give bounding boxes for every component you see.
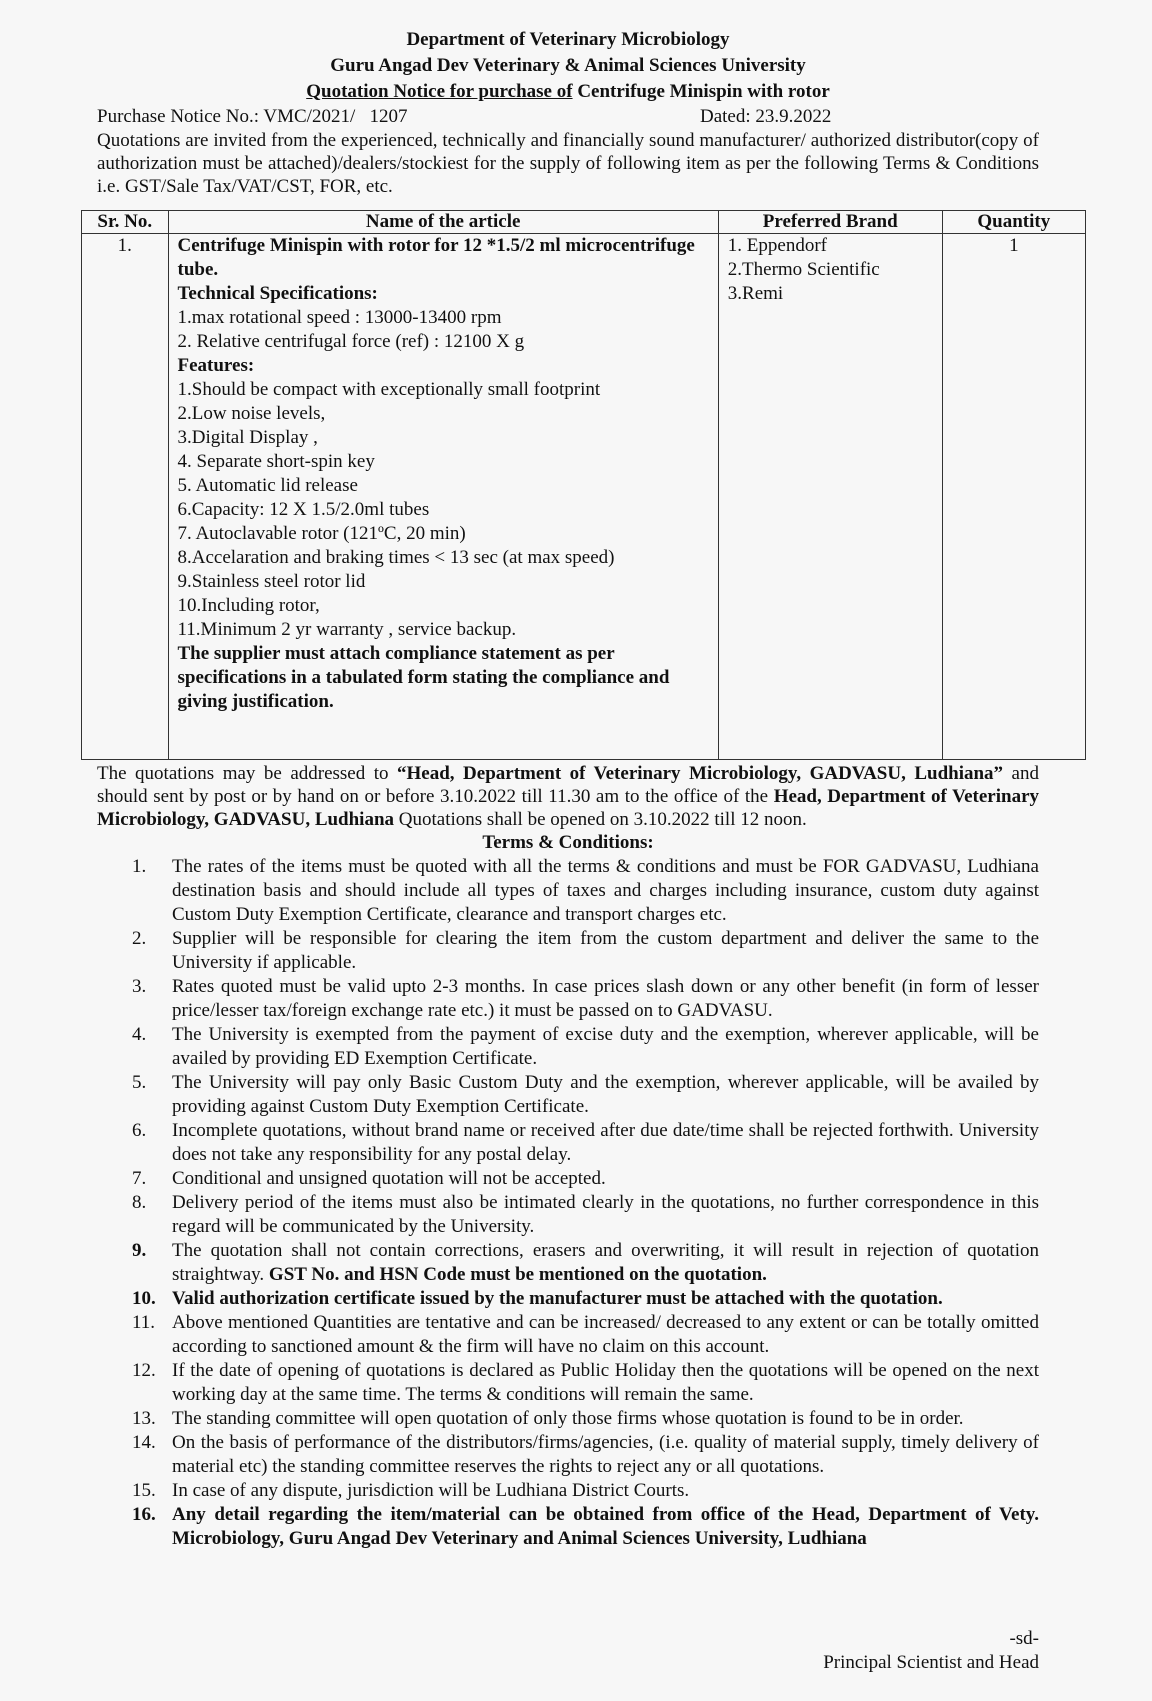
feature-item: 9.Stainless steel rotor lid bbox=[177, 571, 366, 592]
term-text-bold: GST No. and HSN Code must be mentioned on the quotation. bbox=[268, 1264, 767, 1285]
term-text-main: On the basis of performance of the distributors/firms/agencies, (i.e. quality of material supply, timely delivery of material etc) the standing committee reserves the rights to reject any or all quotations. bbox=[172, 1432, 1039, 1477]
term-number: 16. bbox=[132, 1504, 156, 1525]
table-row bbox=[82, 234, 1086, 760]
term-text bbox=[172, 1407, 1039, 1431]
term-item bbox=[97, 1479, 1039, 1503]
address-text: The quotations may be addressed to bbox=[97, 763, 398, 784]
article-title: Centrifuge Minispin with rotor for 12 *1.5/2 ml microcentrifuge tube. bbox=[177, 235, 695, 280]
term-number: 15. bbox=[132, 1480, 156, 1501]
term-number: 1. bbox=[132, 856, 147, 877]
cell-article bbox=[168, 234, 718, 760]
term-text-main: The quotation shall not contain corrections, erasers and overwriting, it will result in rejection of quotation straightway. bbox=[172, 1240, 1039, 1285]
term-text-main: Conditional and unsigned quotation will not be accepted. bbox=[172, 1168, 606, 1189]
features-heading: Features: bbox=[177, 355, 255, 376]
brand-item: 3.Remi bbox=[727, 283, 784, 304]
feature-item: 11.Minimum 2 yr warranty , service backup. bbox=[177, 619, 517, 640]
term-text bbox=[172, 1071, 1039, 1119]
header-quantity: Quantity bbox=[942, 211, 1085, 234]
department-heading: Department of Veterinary Microbiology bbox=[406, 29, 730, 50]
brand-item: 1. Eppendorf bbox=[727, 235, 827, 256]
purchase-notice-number: Purchase Notice No.: VMC/2021/ 1207 bbox=[97, 106, 408, 127]
term-text bbox=[172, 1431, 1039, 1479]
header-article: Name of the article bbox=[168, 211, 718, 234]
term-text bbox=[172, 1359, 1039, 1407]
term-text-main: Valid authorization certificate issued by the manufacturer must be attached with the quotation. bbox=[172, 1288, 943, 1309]
term-item bbox=[97, 1191, 1039, 1239]
item-table bbox=[81, 210, 1086, 760]
term-text bbox=[172, 1311, 1039, 1359]
quotation-notice-page bbox=[97, 0, 1051, 1673]
address-text: Quotations shall be opened on 3.10.2022 till 12 noon. bbox=[394, 809, 807, 830]
term-text bbox=[172, 1167, 1039, 1191]
address-paragraph bbox=[97, 762, 1039, 831]
term-text-main: The standing committee will open quotation of only those firms whose quotation is found to be in order. bbox=[172, 1408, 964, 1429]
term-number: 11. bbox=[132, 1312, 156, 1333]
tech-spec-2: 2. Relative centrifugal force (ref) : 12100 X g bbox=[177, 331, 525, 352]
term-number: 13. bbox=[132, 1408, 156, 1429]
term-number: 9. bbox=[132, 1240, 147, 1261]
compliance-statement: The supplier must attach compliance statement as per specifications in a tabulated form stating the compliance and giving justification. bbox=[177, 643, 670, 712]
term-number: 5. bbox=[132, 1072, 147, 1093]
term-text bbox=[172, 855, 1039, 927]
notice-number-row bbox=[97, 105, 1039, 129]
table-header-row bbox=[82, 211, 1086, 234]
cell-preferred-brand bbox=[718, 234, 942, 760]
cell-quantity: 1 bbox=[942, 234, 1085, 760]
signature-block bbox=[823, 1627, 1039, 1675]
term-text bbox=[172, 1287, 1039, 1311]
term-text bbox=[172, 1023, 1039, 1071]
term-item bbox=[97, 1119, 1039, 1167]
term-text-main: Above mentioned Quantities are tentative and can be increased/ decreased to any extent or can be totally omitted according to sanctioned amount & the firm will have no claim on this account. bbox=[172, 1312, 1039, 1357]
term-text-main: Incomplete quotations, without brand name or received after due date/time shall be rejected forthwith. University does not take any responsibility for any postal delay. bbox=[172, 1120, 1039, 1165]
term-item bbox=[97, 1503, 1039, 1551]
term-text-main: Delivery period of the items must also be intimated clearly in the quotations, no further correspondence in this regard will be communicated by the University. bbox=[172, 1192, 1039, 1237]
feature-item: 7. Autoclavable rotor (121ºC, 20 min) bbox=[177, 523, 466, 544]
brand-item: 2.Thermo Scientific bbox=[727, 259, 880, 280]
term-number: 8. bbox=[132, 1192, 147, 1213]
address-text: and should sent by post or by hand on or before 3.10.2022 till 11.30 am to the office of the bbox=[97, 763, 1039, 807]
term-item bbox=[97, 1287, 1039, 1311]
cell-sr-no: 1. bbox=[82, 234, 169, 760]
term-item bbox=[97, 855, 1039, 927]
terms-list bbox=[97, 855, 1039, 1551]
term-number: 2. bbox=[132, 928, 147, 949]
term-text bbox=[172, 975, 1039, 1023]
term-item bbox=[97, 1023, 1039, 1071]
term-item bbox=[97, 1359, 1039, 1407]
terms-section bbox=[97, 762, 1039, 1551]
tech-spec-heading: Technical Specifications: bbox=[177, 283, 378, 304]
term-text-main: If the date of opening of quotations is declared as Public Holiday then the quotations will be opened on the next working day at the same time. The terms & conditions will remain the same. bbox=[172, 1360, 1039, 1405]
term-number: 6. bbox=[132, 1120, 147, 1141]
feature-item: 5. Automatic lid release bbox=[177, 475, 358, 496]
term-text-main: The rates of the items must be quoted with all the terms & conditions and must be FOR GADVASU, Ludhiana destination basis and should include all types of taxes and charges including insurance, custom duty against Custom Duty Exemption Certificate, clearance and transport charges etc. bbox=[172, 856, 1039, 925]
term-text-main: Any detail regarding the item/material can be obtained from office of the Head, Department of Vety. Microbiology, Guru Angad Dev Veterinary and Animal Sciences University, Ludhiana bbox=[172, 1504, 1039, 1549]
university-heading: Guru Angad Dev Veterinary & Animal Sciences University bbox=[330, 55, 806, 76]
address-bold: Head, Department of Veterinary Microbiology, GADVASU, Ludhiana bbox=[97, 786, 1039, 830]
term-item bbox=[97, 975, 1039, 1023]
feature-item: 3.Digital Display , bbox=[177, 427, 318, 448]
term-number: 14. bbox=[132, 1432, 156, 1453]
term-number: 3. bbox=[132, 976, 147, 997]
feature-item: 4. Separate short-spin key bbox=[177, 451, 375, 472]
feature-item: 10.Including rotor, bbox=[177, 595, 320, 616]
feature-item: 2.Low noise levels, bbox=[177, 403, 326, 424]
term-text bbox=[172, 1479, 1039, 1503]
term-item bbox=[97, 1431, 1039, 1479]
intro-paragraph: Quotations are invited from the experienced, technically and financially sound manufacturer/ authorized distributor(copy of authorization must be attached)/dealers/stockiest for the supply of following item as per the following Terms & Conditions i.e. GST/Sale Tax/VAT/CST, FOR, etc. bbox=[97, 130, 1039, 197]
term-item bbox=[97, 927, 1039, 975]
term-text bbox=[172, 927, 1039, 975]
notice-title-underlined: Quotation Notice for purchase of bbox=[306, 81, 573, 102]
term-text-main: Rates quoted must be valid upto 2-3 months. In case prices slash down or any other benefit (in form of lesser price/lesser tax/foreign exchange rate etc.) it must be passed on to GADVASU. bbox=[172, 976, 1039, 1021]
term-item bbox=[97, 1239, 1039, 1287]
term-item bbox=[97, 1071, 1039, 1119]
signature-title: Principal Scientist and Head bbox=[823, 1652, 1039, 1673]
term-text-main: The University will pay only Basic Custom Duty and the exemption, wherever applicable, will be availed by providing against Custom Duty Exemption Certificate. bbox=[172, 1072, 1039, 1117]
term-number: 10. bbox=[132, 1288, 156, 1309]
feature-item: 6.Capacity: 12 X 1.5/2.0ml tubes bbox=[177, 499, 430, 520]
term-text-main: The University is exempted from the payment of excise duty and the exemption, wherever applicable, will be availed by providing ED Exemption Certificate. bbox=[172, 1024, 1039, 1069]
term-text-main: Supplier will be responsible for clearing the item from the custom department and deliver the same to the University if applicable. bbox=[172, 928, 1039, 973]
feature-item: 8.Accelaration and braking times < 13 sec (at max speed) bbox=[177, 547, 615, 568]
term-item bbox=[97, 1311, 1039, 1359]
term-item bbox=[97, 1407, 1039, 1431]
header-brand: Preferred Brand bbox=[718, 211, 942, 234]
term-text-main: In case of any dispute, jurisdiction will be Ludhiana District Courts. bbox=[172, 1480, 690, 1501]
feature-item: 1.Should be compact with exceptionally small footprint bbox=[177, 379, 601, 400]
address-bold: “Head, Department of Veterinary Microbiology, GADVASU, Ludhiana” bbox=[397, 763, 1004, 784]
terms-heading: Terms & Conditions: bbox=[482, 832, 654, 853]
term-text bbox=[172, 1119, 1039, 1167]
tech-spec-1: 1.max rotational speed : 13000-13400 rpm bbox=[177, 307, 502, 328]
header-sr-no: Sr. No. bbox=[82, 211, 169, 234]
term-number: 7. bbox=[132, 1168, 147, 1189]
term-text bbox=[172, 1503, 1039, 1551]
term-text bbox=[172, 1191, 1039, 1239]
term-number: 4. bbox=[132, 1024, 147, 1045]
notice-date: Dated: 23.9.2022 bbox=[700, 106, 832, 127]
term-number: 12. bbox=[132, 1360, 156, 1381]
notice-title bbox=[97, 79, 1039, 105]
term-item bbox=[97, 1167, 1039, 1191]
term-text bbox=[172, 1239, 1039, 1287]
notice-title-rest: Centrifuge Minispin with rotor bbox=[572, 81, 830, 102]
signature-sd: -sd- bbox=[1009, 1628, 1039, 1649]
